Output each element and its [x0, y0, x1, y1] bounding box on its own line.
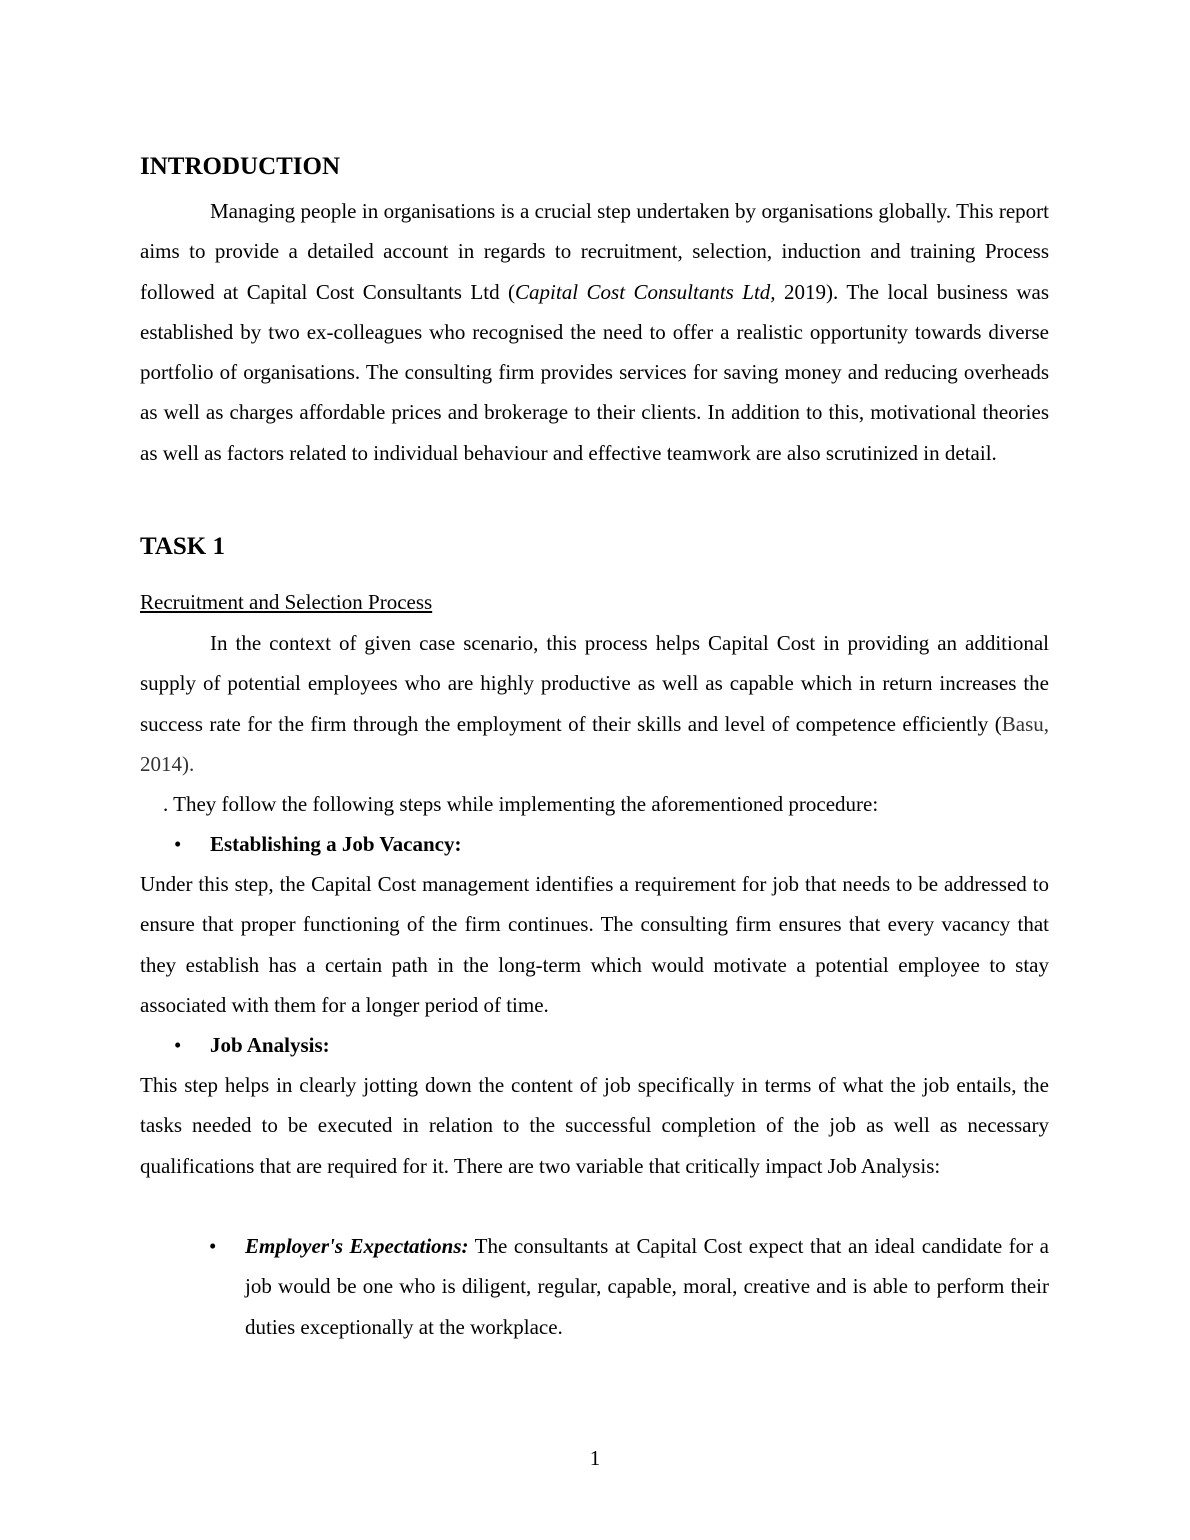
- sub-bullet-item: [209, 1226, 1049, 1347]
- bullet-icon: •: [174, 832, 182, 856]
- task1-subheading: Recruitment and Selection Process: [140, 590, 433, 614]
- bullet-icon: •: [209, 1234, 217, 1258]
- introduction-heading: INTRODUCTION: [140, 153, 341, 180]
- page-number: 1: [589, 1446, 601, 1470]
- sub-bullet-label: Employer's Expectations:: [245, 1234, 469, 1258]
- task1-paragraph: [140, 623, 1049, 784]
- introduction-paragraph: [140, 191, 1049, 473]
- task1-heading: TASK 1: [140, 533, 225, 560]
- step-title: Establishing a Job Vacancy:: [210, 832, 462, 856]
- bullet-icon: •: [174, 1033, 182, 1057]
- step-title: Job Analysis:: [210, 1033, 330, 1057]
- step-paragraph: This step helps in clearly jotting down the content of job specifically in terms of what the job entails, the tasks needed to be executed in relation to the successful completion of the job as well as necessary qualifications that are required for it. There are two variable that critically impact Job Analysis:: [140, 1073, 1049, 1178]
- introduction-citation: Capital Cost Consultants Ltd,: [515, 279, 776, 304]
- task1-text-end: ).: [182, 751, 195, 776]
- task1-text-start: In the context of given case scenario, this process helps Capital Cost in providing an additional supply of potential employees who are highly productive as well as capable which in return increases the success rate for the firm through the employment of their skills and level of competence efficiently (: [140, 631, 1049, 736]
- steps-intro: . They follow the following steps while implementing the aforementioned procedure:: [163, 792, 879, 816]
- step-paragraph: Under this step, the Capital Cost management identifies a requirement for job that needs to be addressed to ensure that proper functioning of the firm continues. The consulting firm ensures that every vacancy that they establish has a certain path in the long-term which would motivate a potential employee to stay associated with them for a longer period of time.: [140, 872, 1049, 1017]
- introduction-text-end: 2019). The local business was established by two ex-colleagues who recognised the need to offer a realistic opportunity towards diverse portfolio of organisations. The consulting firm provides services for saving money and reducing overheads as well as charges affordable prices and brokerage to their clients. In addition to this, motivational theories as well as factors related to individual behaviour and effective teamwork are also scrutinized in detail.: [140, 279, 1049, 465]
- sub-bullet-text: The consultants at Capital Cost expect that an ideal candidate for a job would be one who is diligent, regular, capable, moral, creative and is able to perform their duties exceptionally at the workplace.: [245, 1234, 1049, 1339]
- task1-citation: Basu, 2014: [140, 711, 1049, 776]
- introduction-text-start: Managing people in organisations is a crucial step undertaken by organisations globally. This report aims to provide a detailed account in regards to recruitment, selection, induction and training Process followed at Capital Cost Consultants Ltd (: [140, 199, 1049, 304]
